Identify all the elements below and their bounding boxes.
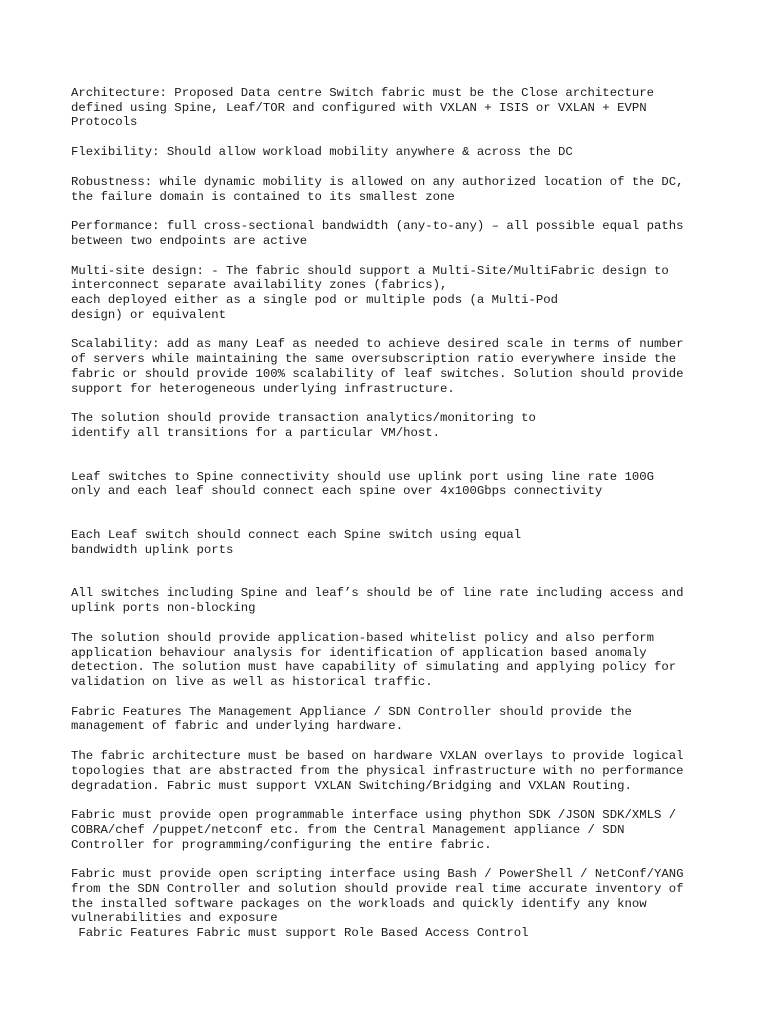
paragraph-management-appliance: Fabric Features The Management Appliance / SDN Controller should provide the management of fabric and underlying hardware. [71, 704, 632, 734]
document-page [71, 86, 711, 941]
paragraph-performance: Performance: full cross-sectional bandwidth (any-to-any) – all possible equal paths between two endpoints are active [71, 219, 684, 248]
paragraph-flexibility: Flexibility: Should allow workload mobility anywhere & across the DC [71, 145, 573, 160]
paragraph-vxlan-overlays: The fabric architecture must be based on hardware VXLAN overlays to provide logical topologies that are abstracted from the physical infrastructure with no performance degradation. Fabric must support VXLAN Switching/Bridging and VXLAN Routing. [71, 749, 684, 793]
paragraph-leaf-spine-uplink: Leaf switches to Spine connectivity should use uplink port using line rate 100G only and each leaf should connect each spine over 4x100Gbps connectivity [71, 469, 654, 499]
paragraph-multi-site: Multi-site design: - The fabric should support a Multi-Site/MultiFabric design to interconnect separate availability zones (fabrics), each deployed either as a single pod or multiple pods (a Multi-Pod design) or equivalent [71, 263, 669, 322]
paragraph-line-rate: All switches including Spine and leaf’s should be of line rate including access and uplink ports non-blocking [71, 586, 684, 616]
paragraph-architecture: Architecture: Proposed Data centre Switch fabric must be the Close architecture defined using Spine, Leaf/TOR and configured with VXLAN + ISIS or VXLAN + EVPN Protocols [71, 86, 654, 130]
paragraph-analytics: The solution should provide transaction analytics/monitoring to identify all transitions for a particular VM/host. [71, 411, 536, 440]
paragraph-robustness: Robustness: while dynamic mobility is allowed on any authorized location of the DC, the failure domain is contained to its smallest zone [71, 174, 684, 204]
paragraph-programmable-interface: Fabric must provide open programmable interface using phython SDK /JSON SDK/XMLS / COBRA/chef /puppet/netconf etc. from the Central Management appliance / SDN Controller for programming/configuring the entire fabric. [71, 808, 677, 852]
paragraph-equal-bandwidth: Each Leaf switch should connect each Spine switch using equal bandwidth uplink ports [71, 528, 522, 557]
paragraph-scalability: Scalability: add as many Leaf as needed to achieve desired scale in terms of number of servers while maintaining the same oversubscription ratio everywhere inside the fabric or should provide 100% scalability of leaf switches. Solution should provide support for heterogeneous underlying infrastructure. [71, 337, 684, 396]
paragraph-scripting-interface: Fabric must provide open scripting interface using Bash / PowerShell / NetConf/YANG from the SDN Controller and solution should provide real time accurate inventory of the installed software packages on the workloads and quickly identify any know vulnerabilities and exposure Fabric Features Fabric must support Role Based Access Control [71, 867, 684, 941]
paragraph-whitelist-policy: The solution should provide application-based whitelist policy and also perform application behaviour analysis for identification of application based anomaly detection. The solution must have capability of simulating and applying policy for validation on live as well as historical traffic. [71, 630, 677, 689]
